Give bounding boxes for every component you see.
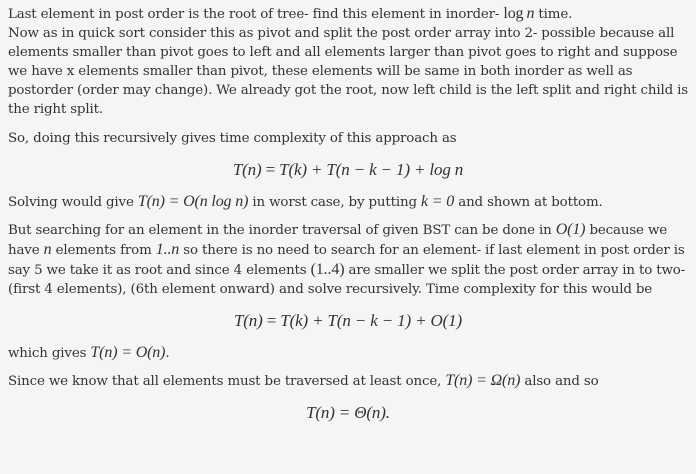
math-log-n	[503, 5, 534, 22]
text-segment: so there is no need to search for an element- if last element in post order is say 5 we take it as root and since 4 elements	[8, 243, 685, 278]
equation-theta	[8, 403, 688, 423]
equation-recurrence-constant: T(n) = T(k) + T(n − k − 1) + O(1)	[233, 311, 463, 330]
text-segment: elements from	[51, 243, 156, 258]
text-segment: and shown at bottom.	[454, 195, 603, 210]
paragraph-constant-search	[8, 220, 688, 299]
text-segment: are smaller we split the post order array in to two- (first 4 elements), (6th element onward) and solve recursively. Time complexity for this would be	[8, 263, 686, 297]
equation-rhs: T(k) + T(n − k − 1) + log n	[279, 160, 464, 179]
math-inline: k = 0	[420, 193, 455, 210]
paragraph-result-linear	[8, 343, 688, 363]
math-inline: T(n) = Ω(n)	[445, 372, 521, 389]
equation-expr: T(n) = Θ(n).	[306, 403, 390, 422]
equation-lhs: T(n)	[233, 311, 263, 330]
text-segment: also and so	[520, 374, 599, 389]
paragraph-lower-bound	[8, 371, 688, 391]
text-segment: Last element in post order is the root of tree- find this element in inorder-	[8, 7, 504, 22]
text-segment: because we have	[8, 223, 668, 258]
equation-rhs: T(k) + T(n − k − 1) + O(1)	[280, 311, 463, 330]
math-n: n	[526, 5, 535, 22]
text-segment: Solving would give	[8, 195, 138, 210]
text-segment: time.	[534, 7, 573, 22]
math-log: log	[503, 5, 524, 22]
math-inline: n	[43, 241, 52, 258]
math-inline: T(n) = O(n)	[90, 344, 166, 361]
text-segment: But searching for an element in the inorder traversal of given BST can be done in	[8, 223, 556, 238]
equation-lhs: T(n)	[232, 160, 262, 179]
math-inline: 1..n	[155, 241, 180, 258]
paragraph-solving	[8, 192, 688, 212]
math-inline: O(1)	[555, 221, 586, 238]
math-inline: T(n) = O(n log n)	[137, 193, 249, 210]
text-segment: which gives	[8, 346, 91, 361]
text-segment: in worst case, by putting	[248, 195, 421, 210]
paragraph-root-finding	[8, 4, 688, 119]
paragraph-recursion-intro: So, doing this recursively gives time complexity of this approach as	[8, 131, 457, 146]
text-segment: Now as in quick sort consider this as pivot and split the post order array into 2- possible because all elements smaller than pivot goes to left and all elements larger than pivot goes to right and suppose we have x elements smaller than pivot, these elements will be same in both inorder as well as postorder (order may change). We already got the root, now left child is the left split and right child is the right split.	[8, 26, 689, 117]
text-segment: Since we know that all elements must be traversed at least once,	[8, 374, 446, 389]
text-segment: .	[165, 346, 170, 361]
equation-recurrence-log: T(n) = T(k) + T(n − k − 1) + log n	[232, 160, 464, 179]
math-inline: (1..4)	[310, 261, 345, 278]
